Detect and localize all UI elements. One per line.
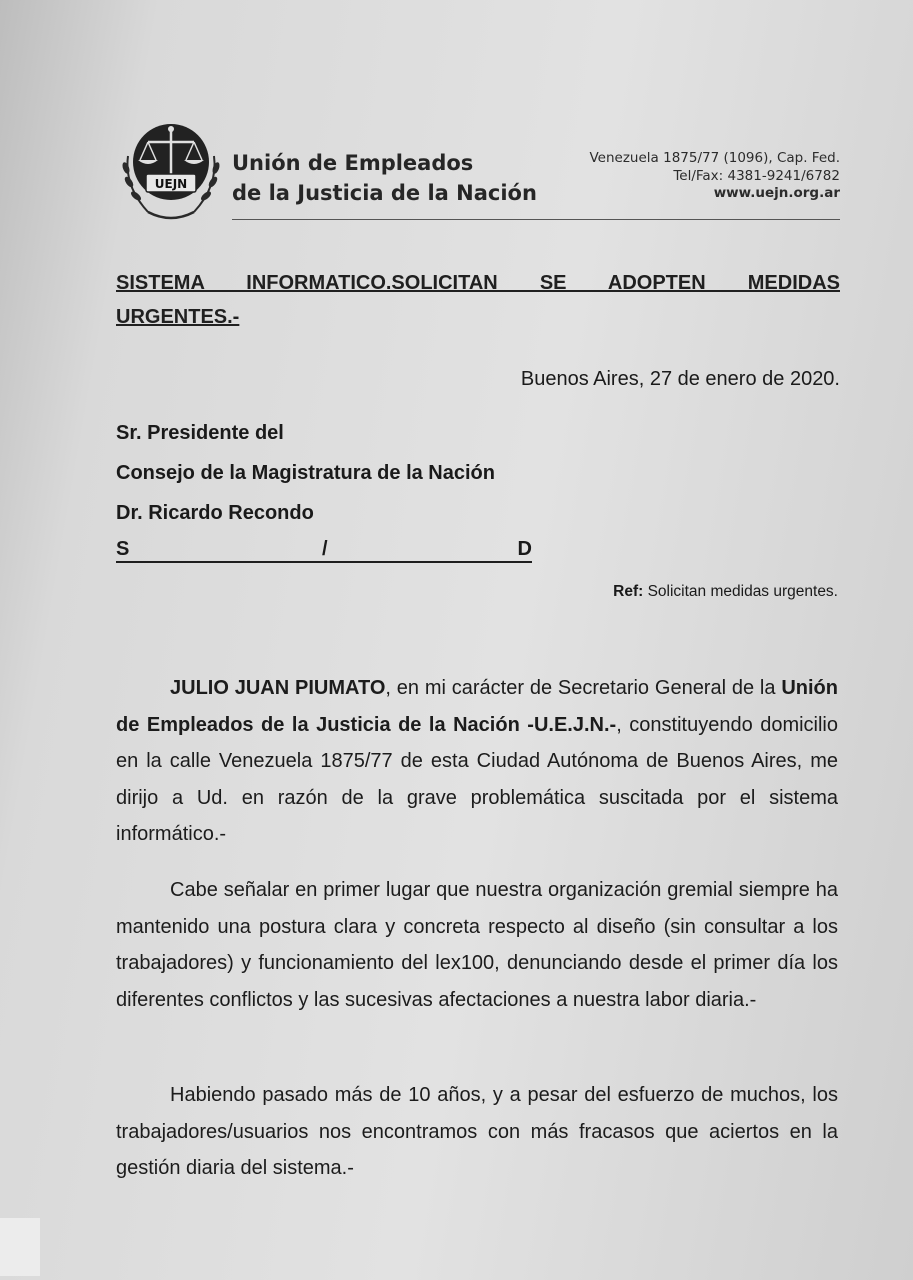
scan-corner-mark [0, 1218, 40, 1276]
addressee-line3: Dr. Ricardo Recondo [116, 502, 314, 524]
paragraph-3 [116, 1077, 838, 1187]
letterhead-divider [232, 219, 840, 220]
union-name: Unión de Empleados de la Justicia de la Nación -U.E.J.N.- [116, 677, 838, 736]
sd-underline [116, 561, 532, 563]
phone: Tel/Fax: 4381-9241/6782 [673, 167, 840, 184]
contact-info [520, 150, 840, 203]
sd-slash: / [322, 538, 328, 560]
paragraph-1 [116, 670, 838, 853]
paragraph-2 [116, 872, 838, 1018]
paragraph-1-text-a: , en mi carácter de Secretario General de la [385, 677, 782, 699]
address: Venezuela 1875/77 (1096), Cap. Fed. [589, 150, 840, 166]
addressee-block [116, 413, 495, 533]
subject-line2: URGENTES.- [116, 306, 240, 328]
org-name-line1: Unión de Empleados [232, 151, 474, 175]
addressee-line2: Consejo de la Magistratura de la Nación [116, 462, 495, 484]
paragraph-3-text: Habiendo pasado más de 10 años, y a pesar del esfuerzo de muchos, los trabajadores/usuarios nos encontramos con más fracasos que aciertos en la gestión diaria del sistema.- [116, 1084, 838, 1179]
subject-heading [116, 266, 840, 334]
uejn-logo [118, 116, 224, 228]
subject-line1: SISTEMA INFORMATICO.SOLICITAN SE ADOPTEN MEDIDAS [116, 272, 840, 294]
logo-text: UEJN [154, 177, 188, 191]
ref-text: Solicitan medidas urgentes. [647, 583, 838, 600]
sd-d: D [517, 538, 532, 560]
sd-line [116, 535, 532, 565]
letter-date: Buenos Aires, 27 de enero de 2020. [520, 368, 840, 390]
website: www.uejn.org.ar [713, 185, 840, 201]
org-name-line2: de la Justicia de la Nación [232, 181, 537, 205]
ref-label: Ref: [613, 583, 644, 600]
addressee-line1: Sr. Presidente del [116, 422, 284, 444]
sd-s: S [116, 538, 130, 560]
paragraph-2-text: Cabe señalar en primer lugar que nuestra organización gremial siempre ha mantenido una postura clara y concreta respecto al diseño (sin consultar a los trabajadores) y funcionamiento del lex100, denunciando desde el primer día los diferentes conflictos y las sucesivas afectaciones a nuestra labor diaria.- [116, 879, 838, 1011]
sender-name: JULIO JUAN PIUMATO [170, 677, 386, 699]
organization-name [232, 148, 537, 208]
reference-line [440, 581, 838, 603]
paragraph-1-text-b: , constituyendo domicilio en la calle Venezuela 1875/77 de esta Ciudad Autónoma de Buenos Aires, me dirijo a Ud. en razón de la grave problemática suscitada por el sistema informático.- [116, 713, 838, 845]
